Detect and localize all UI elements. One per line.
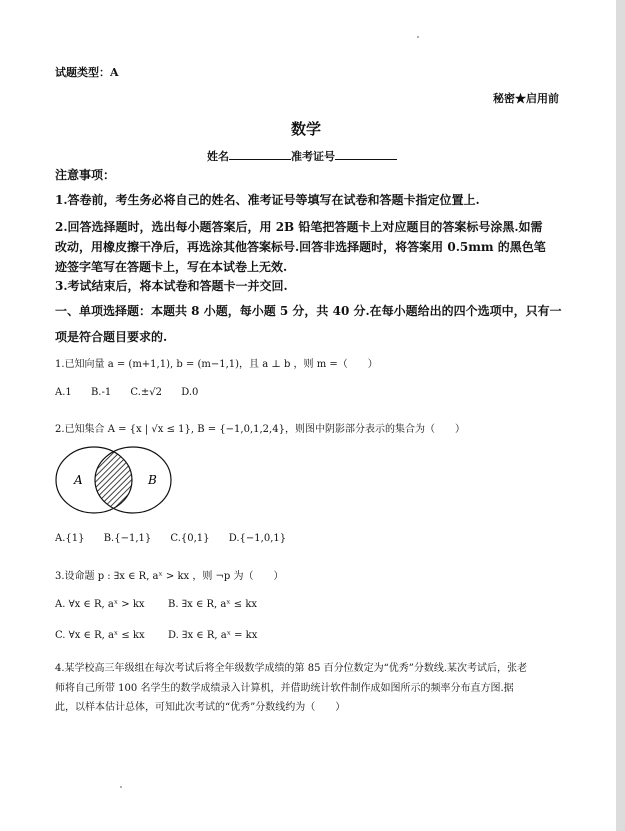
q1-option-a: A.1: [55, 387, 72, 398]
candidate-info: [207, 148, 397, 164]
exam-type: 试题类型：A: [55, 66, 119, 79]
q1-option-b: B.-1: [90, 387, 112, 398]
notice-item-2-line-2: 改动，用橡皮擦干净后，再选涂其他答案标号.回答非选择题时，将答案用 0.5mm 的黑色笔: [55, 240, 546, 254]
scan-dot: [120, 786, 122, 788]
q2-option-c: C.{0,1}: [170, 533, 210, 544]
notice-item-2-line-3: 迹签字笔写在答题卡上，写在本试卷上无效.: [55, 260, 288, 274]
secret-label: 秘密★启用前: [493, 92, 559, 105]
q3-option-b: B. ∃x ∈ R, aˣ ≤ kx: [168, 599, 258, 610]
section-heading-line-1: 一、单项选择题：本题共 8 小题，每小题 5 分，共 40 分.在每小题给出的四个选项中，只有一: [55, 304, 562, 318]
q3-option-d: D. ∃x ∈ R, aˣ = kx: [168, 630, 258, 641]
page-title: 数学: [291, 120, 322, 138]
q2-option-d: D.{−1,0,1}: [228, 533, 287, 544]
id-label: 准考证号: [291, 150, 335, 163]
venn-diagram: [50, 442, 175, 522]
venn-label-a: A: [74, 473, 83, 487]
id-blank: [335, 149, 397, 160]
notice-heading: 注意事项：: [55, 168, 116, 182]
q4-line-2: 师将自己所带 100 名学生的数学成绩录入计算机，并借助统计软件制作成如图所示的频率分布直方图.据: [55, 683, 514, 694]
q4-line-1: 4.某学校高三年级组在每次考试后将全年级数学成绩的第 85 百分位数定为“优秀”分数线.某次考试后，张老: [55, 663, 528, 674]
q4-line-3: 此，以样本估计总体，可知此次考试的“优秀”分数线约为（ ）: [55, 702, 346, 713]
notice-item-1: 1.答卷前，考生务必将自己的姓名、准考证号等填写在试卷和答题卡指定位置上.: [55, 193, 480, 207]
q1-option-d: D.0: [181, 387, 199, 398]
name-label: 姓名: [207, 150, 229, 163]
q3-option-a: A. ∀x ∈ R, aˣ > kx: [55, 599, 145, 610]
q2-option-b: B.{−1,1}: [103, 533, 152, 544]
q1-option-c: C.±√2: [130, 387, 163, 398]
q3-stem: 3.设命题 p : ∃x ∈ R, aˣ > kx ，则 ¬p 为（ ）: [55, 571, 284, 582]
q2-options: [55, 533, 302, 544]
scan-dot: [417, 36, 419, 38]
q1-options: [55, 387, 214, 398]
q3-option-c: C. ∀x ∈ R, aˣ ≤ kx: [55, 630, 145, 641]
notice-item-2-line-1: 2.回答选择题时，选出每小题答案后，用 2B 铅笔把答题卡上对应题目的答案标号涂黑.如需: [55, 220, 543, 234]
page-edge: [616, 0, 625, 831]
section-heading-line-2: 项是符合题目要求的.: [55, 330, 168, 344]
q2-option-a: A.{1}: [55, 533, 85, 544]
venn-label-b: B: [148, 473, 157, 487]
notice-item-3: 3.考试结束后，将本试卷和答题卡一并交回.: [55, 279, 288, 293]
q2-stem: 2.已知集合 A = {x | √x ≤ 1}, B = {−1,0,1,2,4}，则图中阴影部分表示的集合为（ ）: [55, 424, 465, 435]
q1-stem: 1.已知向量 a = (m+1,1), b = (m−1,1)，且 a ⊥ b ，则 m =（ ）: [55, 359, 378, 370]
name-blank: [229, 149, 291, 160]
